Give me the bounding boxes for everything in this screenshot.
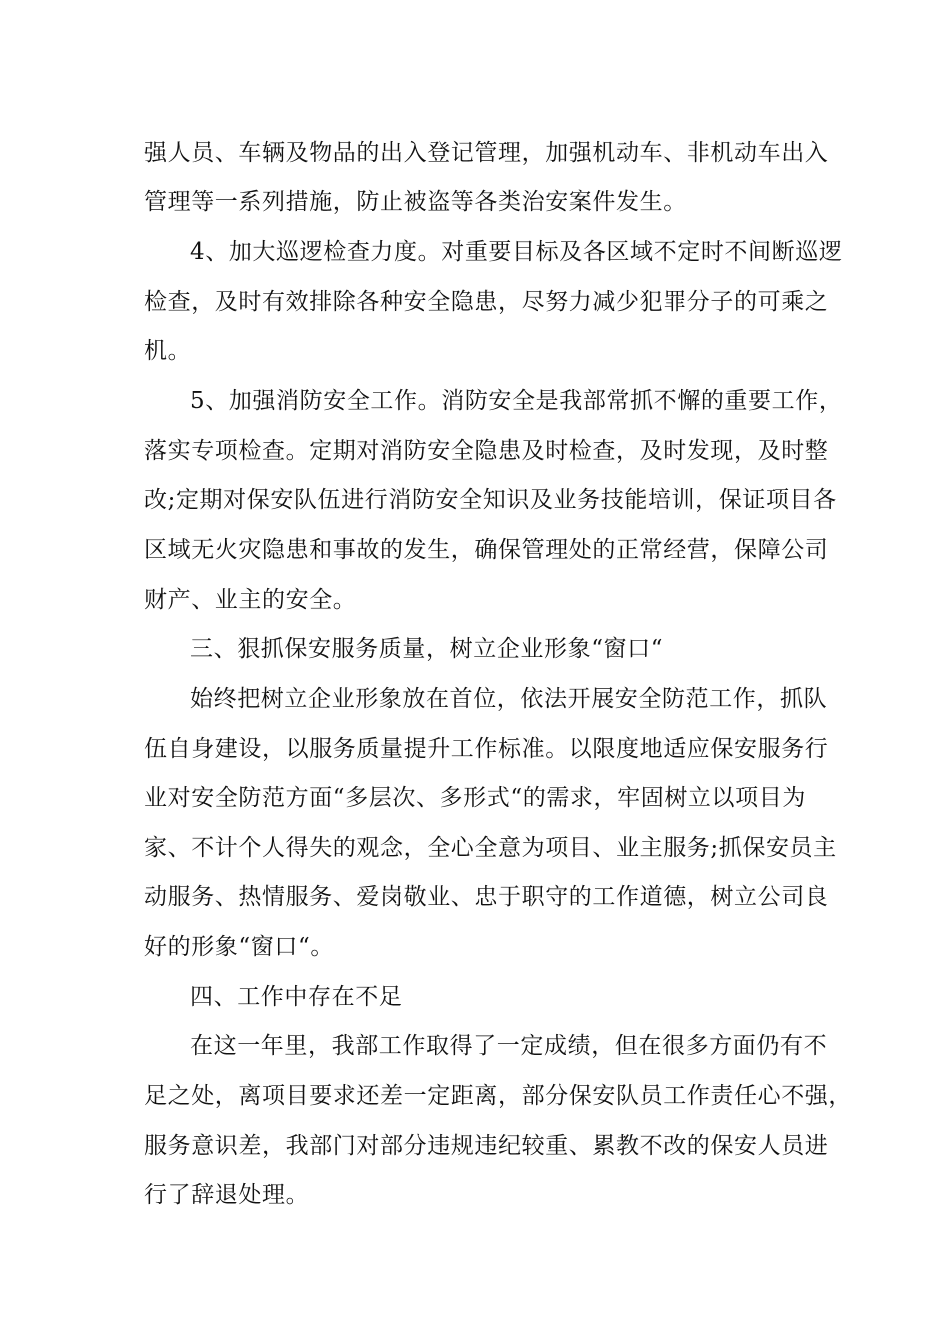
- paragraph-line: 机。: [144, 338, 192, 364]
- paragraph-line: 始终把树立企业形象放在首位，依法开展安全防范工作，抓队: [190, 686, 828, 712]
- paragraph-line: 动服务、热情服务、爱岗敬业、忠于职守的工作道德，树立公司良: [144, 884, 829, 910]
- paragraph-line: 业对安全防范方面“多层次、多形式“的需求，牢固树立以项目为: [144, 785, 806, 811]
- section-heading: 四、工作中存在不足: [190, 984, 403, 1010]
- paragraph-line: 4、加大巡逻检查力度。对重要目标及各区域不定时不间断巡逻: [190, 239, 843, 265]
- paragraph-line: 财产、业主的安全。: [144, 587, 357, 613]
- section-heading: 三、狠抓保安服务质量，树立企业形象“窗口“: [190, 636, 664, 662]
- paragraph-line: 落实专项检查。定期对消防安全隐患及时检查，及时发现，及时整: [144, 438, 829, 464]
- paragraph-line: 在这一年里，我部工作取得了一定成绩，但在很多方面仍有不: [190, 1033, 828, 1059]
- paragraph-line: 强人员、车辆及物品的出入登记管理，加强机动车、非机动车出入: [144, 140, 829, 166]
- paragraph-line: 好的形象“窗口“。: [144, 934, 334, 960]
- paragraph-line: 管理等一系列措施，防止被盗等各类治安案件发生。: [144, 189, 687, 215]
- paragraph-line: 行了辞退处理。: [144, 1182, 310, 1208]
- paragraph-line: 5、加强消防安全工作。消防安全是我部常抓不懈的重要工作，: [190, 388, 843, 414]
- paragraph-line: 伍自身建设，以服务质量提升工作标准。以限度地适应保安服务行: [144, 736, 829, 762]
- paragraph-line: 改;定期对保安队伍进行消防安全知识及业务技能培训，保证项目各: [144, 487, 837, 513]
- paragraph-line: 家、不计个人得失的观念，全心全意为项目、业主服务;抓保安员主: [144, 835, 837, 861]
- paragraph-line: 检查，及时有效排除各种安全隐患，尽努力减少犯罪分子的可乘之: [144, 289, 829, 315]
- paragraph-line: 服务意识差，我部门对部分违规违纪较重、累教不改的保安人员进: [144, 1133, 829, 1159]
- paragraph-line: 区域无火灾隐患和事故的发生，确保管理处的正常经营，保障公司: [144, 537, 829, 563]
- paragraph-line: 足之处，离项目要求还差一定距离，部分保安队员工作责任心不强，: [144, 1083, 852, 1109]
